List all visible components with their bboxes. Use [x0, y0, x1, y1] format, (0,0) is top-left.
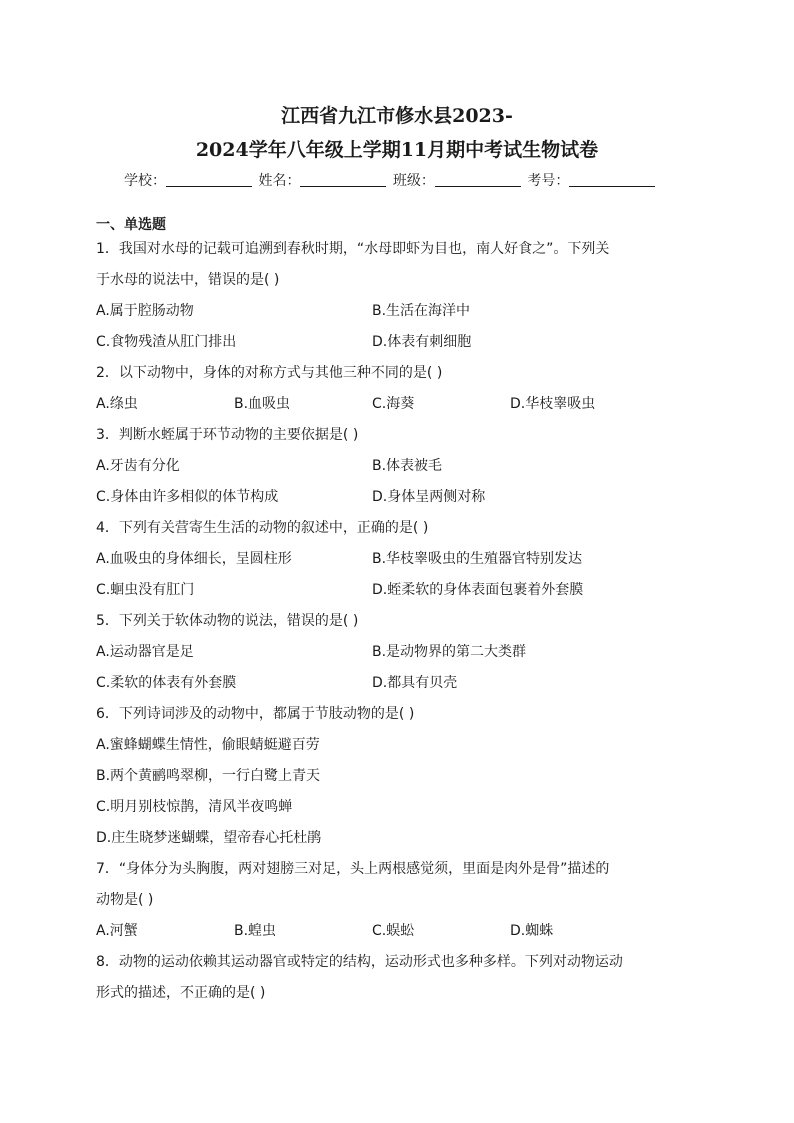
- student-info-row: [124, 170, 684, 192]
- question-3-option-d[interactable]: D.身体呈两侧对称: [372, 489, 486, 505]
- question-3-option-b[interactable]: B.体表被毛: [372, 458, 443, 474]
- name-blank[interactable]: [300, 172, 386, 187]
- question-4-option-a[interactable]: A.血吸虫的身体细长，呈圆柱形: [96, 551, 292, 567]
- question-1-option-b[interactable]: B.生活在海洋中: [372, 303, 471, 319]
- question-7-option-a[interactable]: A.河蟹: [96, 923, 138, 939]
- question-6-option-b[interactable]: B.两个黄鹂鸣翠柳，一行白鹭上青天: [96, 768, 321, 784]
- question-5-stem: 5．下列关于软体动物的说法，错误的是( ): [96, 613, 359, 629]
- question-2-option-a[interactable]: A.绦虫: [96, 396, 138, 412]
- question-4-stem: 4．下列有关营寄生生活的动物的叙述中，正确的是( ): [96, 520, 429, 536]
- question-3-option-a[interactable]: A.牙齿有分化: [96, 458, 180, 474]
- question-2-option-b[interactable]: B.血吸虫: [234, 396, 291, 412]
- question-5-options-row1: [96, 637, 696, 668]
- question-2-option-d[interactable]: D.华枝睾吸虫: [510, 396, 596, 412]
- school-blank[interactable]: [166, 172, 252, 187]
- question-5-option-a[interactable]: A.运动器官是足: [96, 644, 194, 660]
- question-6-option-c[interactable]: C.明月别枝惊鹊，清风半夜鸣蝉: [96, 799, 293, 815]
- exam-number-blank[interactable]: [569, 172, 655, 187]
- question-1-options-row1: [96, 296, 696, 327]
- question-2-stem: 2．以下动物中，身体的对称方式与其他三种不同的是( ): [96, 365, 443, 381]
- section-title: 一、单选题: [96, 217, 166, 233]
- question-4-option-b[interactable]: B.华枝睾吸虫的生殖器官特别发达: [372, 551, 583, 567]
- question-3-options-row2: [96, 482, 696, 513]
- question-6-stem: 6．下列诗词涉及的动物中，都属于节肢动物的是( ): [96, 706, 415, 722]
- class-label: 班级：: [392, 173, 435, 189]
- question-1-option-a[interactable]: A.属于腔肠动物: [96, 303, 194, 319]
- question-6-option-d[interactable]: D.庄生晓梦迷蝴蝶，望帝春心托杜鹃: [96, 830, 322, 846]
- question-2-option-c[interactable]: C.海葵: [372, 396, 415, 412]
- school-label: 学校：: [124, 173, 166, 189]
- question-5-option-c[interactable]: C.柔软的体表有外套膜: [96, 675, 237, 691]
- question-1-stem-line2: 于水母的说法中，错误的是( ): [96, 272, 280, 288]
- question-5-option-d[interactable]: D.都具有贝壳: [372, 675, 458, 691]
- question-5-options-row2: [96, 668, 696, 699]
- question-7-stem-line1: 7．“身体分为头胸腹，两对翅膀三对足，头上两根感觉须，里面是肉外是骨”描述的: [96, 861, 610, 877]
- exam-title-line1: 江西省九江市修水县2023-: [281, 105, 513, 127]
- name-label: 姓名：: [258, 173, 301, 189]
- question-3-options-row1: [96, 451, 696, 482]
- question-4-option-d[interactable]: D.蛭柔软的身体表面包裹着外套膜: [372, 582, 584, 598]
- question-7-option-d[interactable]: D.蜘蛛: [510, 923, 554, 939]
- question-7-option-b[interactable]: B.蝗虫: [234, 923, 277, 939]
- exam-number-label: 考号：: [527, 173, 570, 189]
- question-1-options-row2: [96, 327, 696, 358]
- question-5-option-b[interactable]: B.是动物界的第二大类群: [372, 644, 527, 660]
- question-7-option-c[interactable]: C.蜈蚣: [372, 923, 415, 939]
- question-6-option-a[interactable]: A.蜜蜂蝴蝶生情性，偷眼蜻蜓避百劳: [96, 737, 320, 753]
- exam-title-line2: 2024学年八年级上学期11月期中考试生物试卷: [195, 139, 599, 161]
- question-7-options-row: [96, 916, 696, 947]
- question-1-option-d[interactable]: D.体表有刺细胞: [372, 334, 472, 350]
- question-4-options-row2: [96, 575, 696, 606]
- question-4-options-row1: [96, 544, 696, 575]
- question-4-option-c[interactable]: C.蛔虫没有肛门: [96, 582, 195, 598]
- question-7-stem-line2: 动物是( ): [96, 892, 154, 908]
- question-1-option-c[interactable]: C.食物残渣从肛门排出: [96, 334, 237, 350]
- question-8-stem-line1: 8．动物的运动依赖其运动器官或特定的结构，运动形式也多种多样。下列对动物运动: [96, 954, 623, 970]
- question-3-option-c[interactable]: C.身体由许多相似的体节构成: [96, 489, 279, 505]
- question-8-stem-line2: 形式的描述，不正确的是( ): [96, 985, 266, 1001]
- class-blank[interactable]: [435, 172, 521, 187]
- question-3-stem: 3．判断水蛭属于环节动物的主要依据是( ): [96, 427, 359, 443]
- question-1-stem-line1: 1．我国对水母的记载可追溯到春秋时期，“水母即虾为目也，南人好食之”。下列关: [96, 241, 610, 257]
- question-2-options-row: [96, 389, 696, 420]
